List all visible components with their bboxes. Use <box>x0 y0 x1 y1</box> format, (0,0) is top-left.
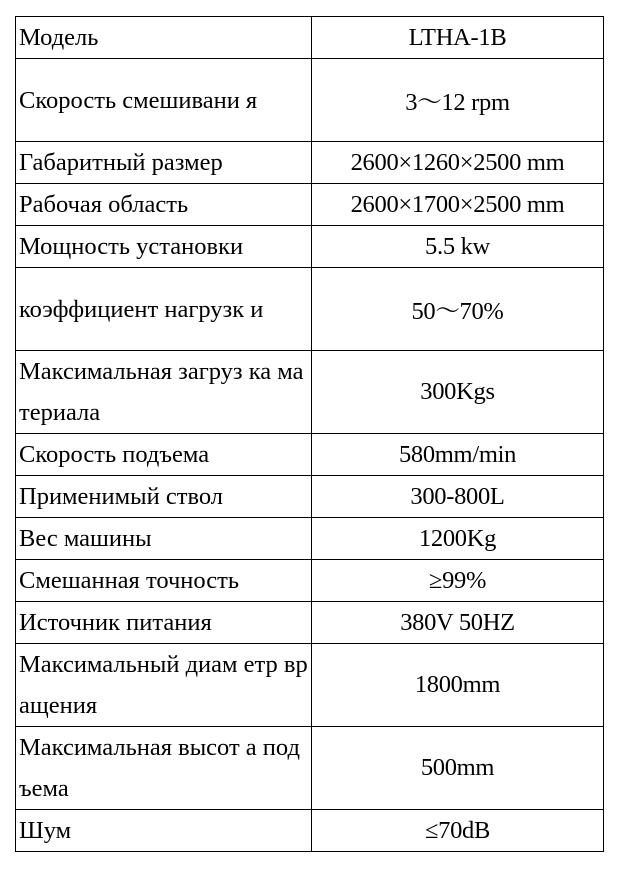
row-label: Мощность установки <box>16 226 312 268</box>
row-label: Смешанная точность <box>16 560 312 602</box>
row-value: 3～12 rpm <box>312 59 604 142</box>
row-value: 5.5 kw <box>312 226 604 268</box>
row-value: LTHA-1B <box>312 17 604 59</box>
row-label: Рабочая область <box>16 184 312 226</box>
row-value: 500mm <box>312 727 604 810</box>
row-value: ≥99% <box>312 560 604 602</box>
row-label: Скорость смешивани я <box>16 59 312 142</box>
row-label: Шум <box>16 810 312 852</box>
table-row-rotation-diameter <box>16 644 604 727</box>
row-value: ≤70dB <box>312 810 604 852</box>
table-row-mixing-speed <box>16 59 604 142</box>
row-label: Источник питания <box>16 602 312 644</box>
row-label: Вес машины <box>16 518 312 560</box>
table-row-power <box>16 226 604 268</box>
table-row-overall-size <box>16 142 604 184</box>
row-value: 2600×1700×2500 mm <box>312 184 604 226</box>
table-row-power-supply <box>16 602 604 644</box>
row-label: коэффициент нагрузк и <box>16 268 312 351</box>
row-value: 1200Kg <box>312 518 604 560</box>
table-row-model <box>16 17 604 59</box>
table-row-working-area <box>16 184 604 226</box>
table-row-weight <box>16 518 604 560</box>
row-label: Максимальная загруз ка материала <box>16 351 312 434</box>
table-row-lifting-speed <box>16 434 604 476</box>
row-label: Скорость подъема <box>16 434 312 476</box>
row-label: Применимый ствол <box>16 476 312 518</box>
row-label: Габаритный размер <box>16 142 312 184</box>
table-row-barrel <box>16 476 604 518</box>
row-value: 1800mm <box>312 644 604 727</box>
row-value: 300Kgs <box>312 351 604 434</box>
row-value: 380V 50HZ <box>312 602 604 644</box>
table-row-load-factor <box>16 268 604 351</box>
spec-table <box>15 16 604 852</box>
row-value: 2600×1260×2500 mm <box>312 142 604 184</box>
row-label: Максимальная высот а подъема <box>16 727 312 810</box>
row-value: 50～70% <box>312 268 604 351</box>
table-row-noise <box>16 810 604 852</box>
row-label: Модель <box>16 17 312 59</box>
row-label: Максимальный диам етр вращения <box>16 644 312 727</box>
row-value: 580mm/min <box>312 434 604 476</box>
table-row-max-load <box>16 351 604 434</box>
row-value: 300-800L <box>312 476 604 518</box>
table-row-accuracy <box>16 560 604 602</box>
table-row-lifting-height <box>16 727 604 810</box>
